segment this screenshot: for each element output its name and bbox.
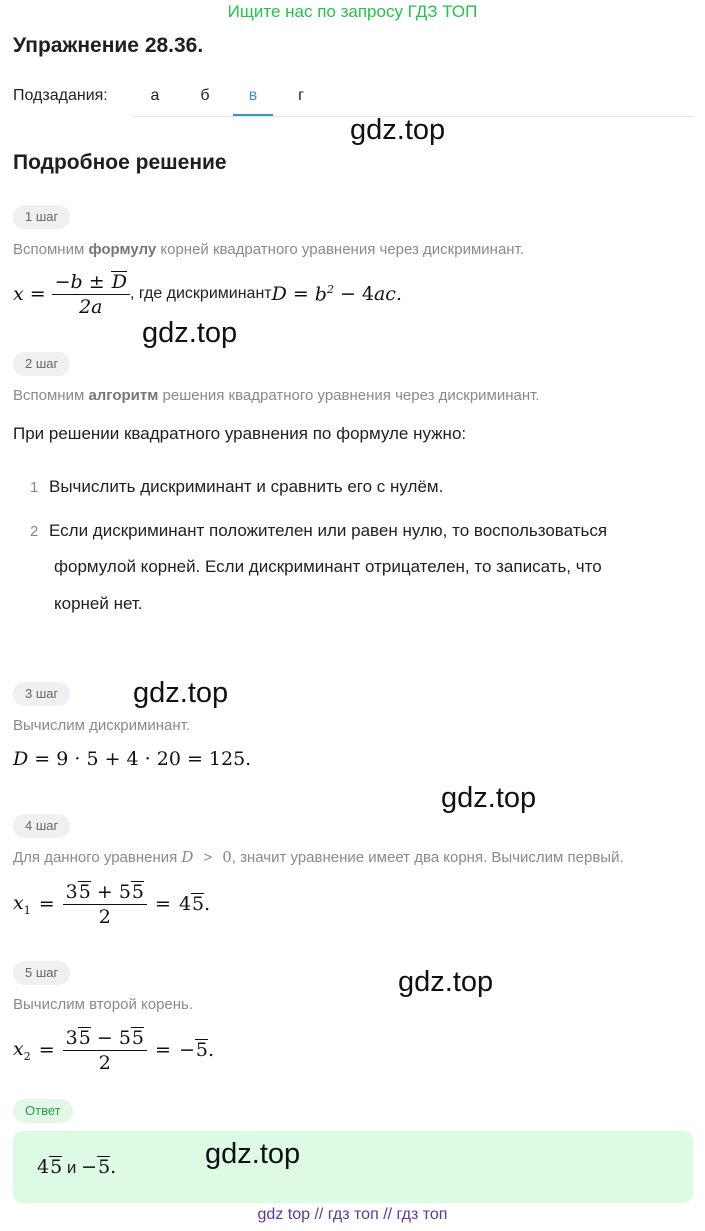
root-1-formula: $x_1$ = $\frac{35 + 55}{2}$ = 45. bbox=[13, 880, 211, 928]
subtasks-label: Подзадания: bbox=[13, 87, 108, 104]
formula-roots: x = $\frac{-b \pm D}{2a}$ , где дискриминант D = $b^2$ − 4ac. bbox=[13, 270, 402, 318]
algorithm-intro: При решении квадратного уравнения по формуле нужно: bbox=[13, 424, 467, 443]
step-5-note: Вычислим второй корень. bbox=[13, 996, 194, 1013]
list-item-cont: корней нет. bbox=[54, 594, 143, 613]
step-3-note: Вычислим дискриминант. bbox=[13, 717, 190, 734]
page-title: Упражнение 28.36. bbox=[13, 34, 204, 57]
watermark: gdz.top bbox=[398, 966, 494, 998]
tab-g[interactable]: г bbox=[298, 87, 304, 104]
roots-fraction: $\frac{-b \pm D}{2a}$ bbox=[52, 271, 130, 318]
footer-links[interactable]: gdz top // гдз топ // гдз топ bbox=[257, 1206, 448, 1223]
step-4-note: Для данного уравнения D > 0, значит уравнение имеет два корня. Вычислим первый. bbox=[13, 848, 624, 866]
root-2-formula: $x_2$ = $\frac{35 - 55}{2}$ = −5. bbox=[13, 1026, 214, 1074]
discriminant-calc: D = 9 · 5 + 4 · 20 = 125. bbox=[13, 748, 252, 770]
step-1-note: Вспомним формулу корней квадратного уравнения через дискриминант. bbox=[13, 241, 524, 258]
step-badge-4: 4 шаг bbox=[13, 814, 70, 838]
watermark: gdz.top bbox=[205, 1138, 301, 1170]
step-badge-2: 2 шаг bbox=[13, 352, 70, 376]
subtasks-tabs bbox=[133, 78, 693, 117]
watermark: gdz.top bbox=[133, 677, 229, 709]
step-badge-1: 1 шаг bbox=[13, 205, 70, 229]
watermark: gdz.top bbox=[441, 782, 537, 814]
top-banner[interactable]: Ищите нас по запросу ГДЗ ТОП bbox=[227, 2, 478, 21]
tab-b[interactable]: б bbox=[200, 87, 210, 104]
watermark: gdz.top bbox=[350, 114, 446, 146]
tab-a[interactable]: а bbox=[150, 87, 160, 104]
root-1-fraction: $\frac{35 + 55}{2}$ bbox=[63, 881, 147, 928]
tab-v[interactable]: в bbox=[233, 78, 273, 116]
answer-badge: Ответ bbox=[13, 1099, 73, 1123]
watermark: gdz.top bbox=[142, 317, 238, 349]
list-item-cont: формулой корней. Если дискриминант отрицателен, то записать, что bbox=[54, 557, 602, 576]
list-item: Вычислить дискриминант и сравнить его с нулём. bbox=[49, 477, 444, 496]
section-title: Подробное решение bbox=[13, 151, 227, 174]
list-item: Если дискриминант положителен или равен нулю, то воспользоваться bbox=[49, 521, 608, 540]
answer-value: 45 и −5. bbox=[37, 1156, 117, 1178]
step-badge-3: 3 шаг bbox=[13, 682, 70, 706]
list-number: 2 bbox=[30, 523, 39, 540]
step-2-note: Вспомним алгоритм решения квадратного уравнения через дискриминант. bbox=[13, 387, 540, 404]
list-number: 1 bbox=[30, 479, 39, 496]
step-badge-5: 5 шаг bbox=[13, 961, 70, 985]
root-2-fraction: $\frac{35 - 55}{2}$ bbox=[63, 1027, 147, 1074]
